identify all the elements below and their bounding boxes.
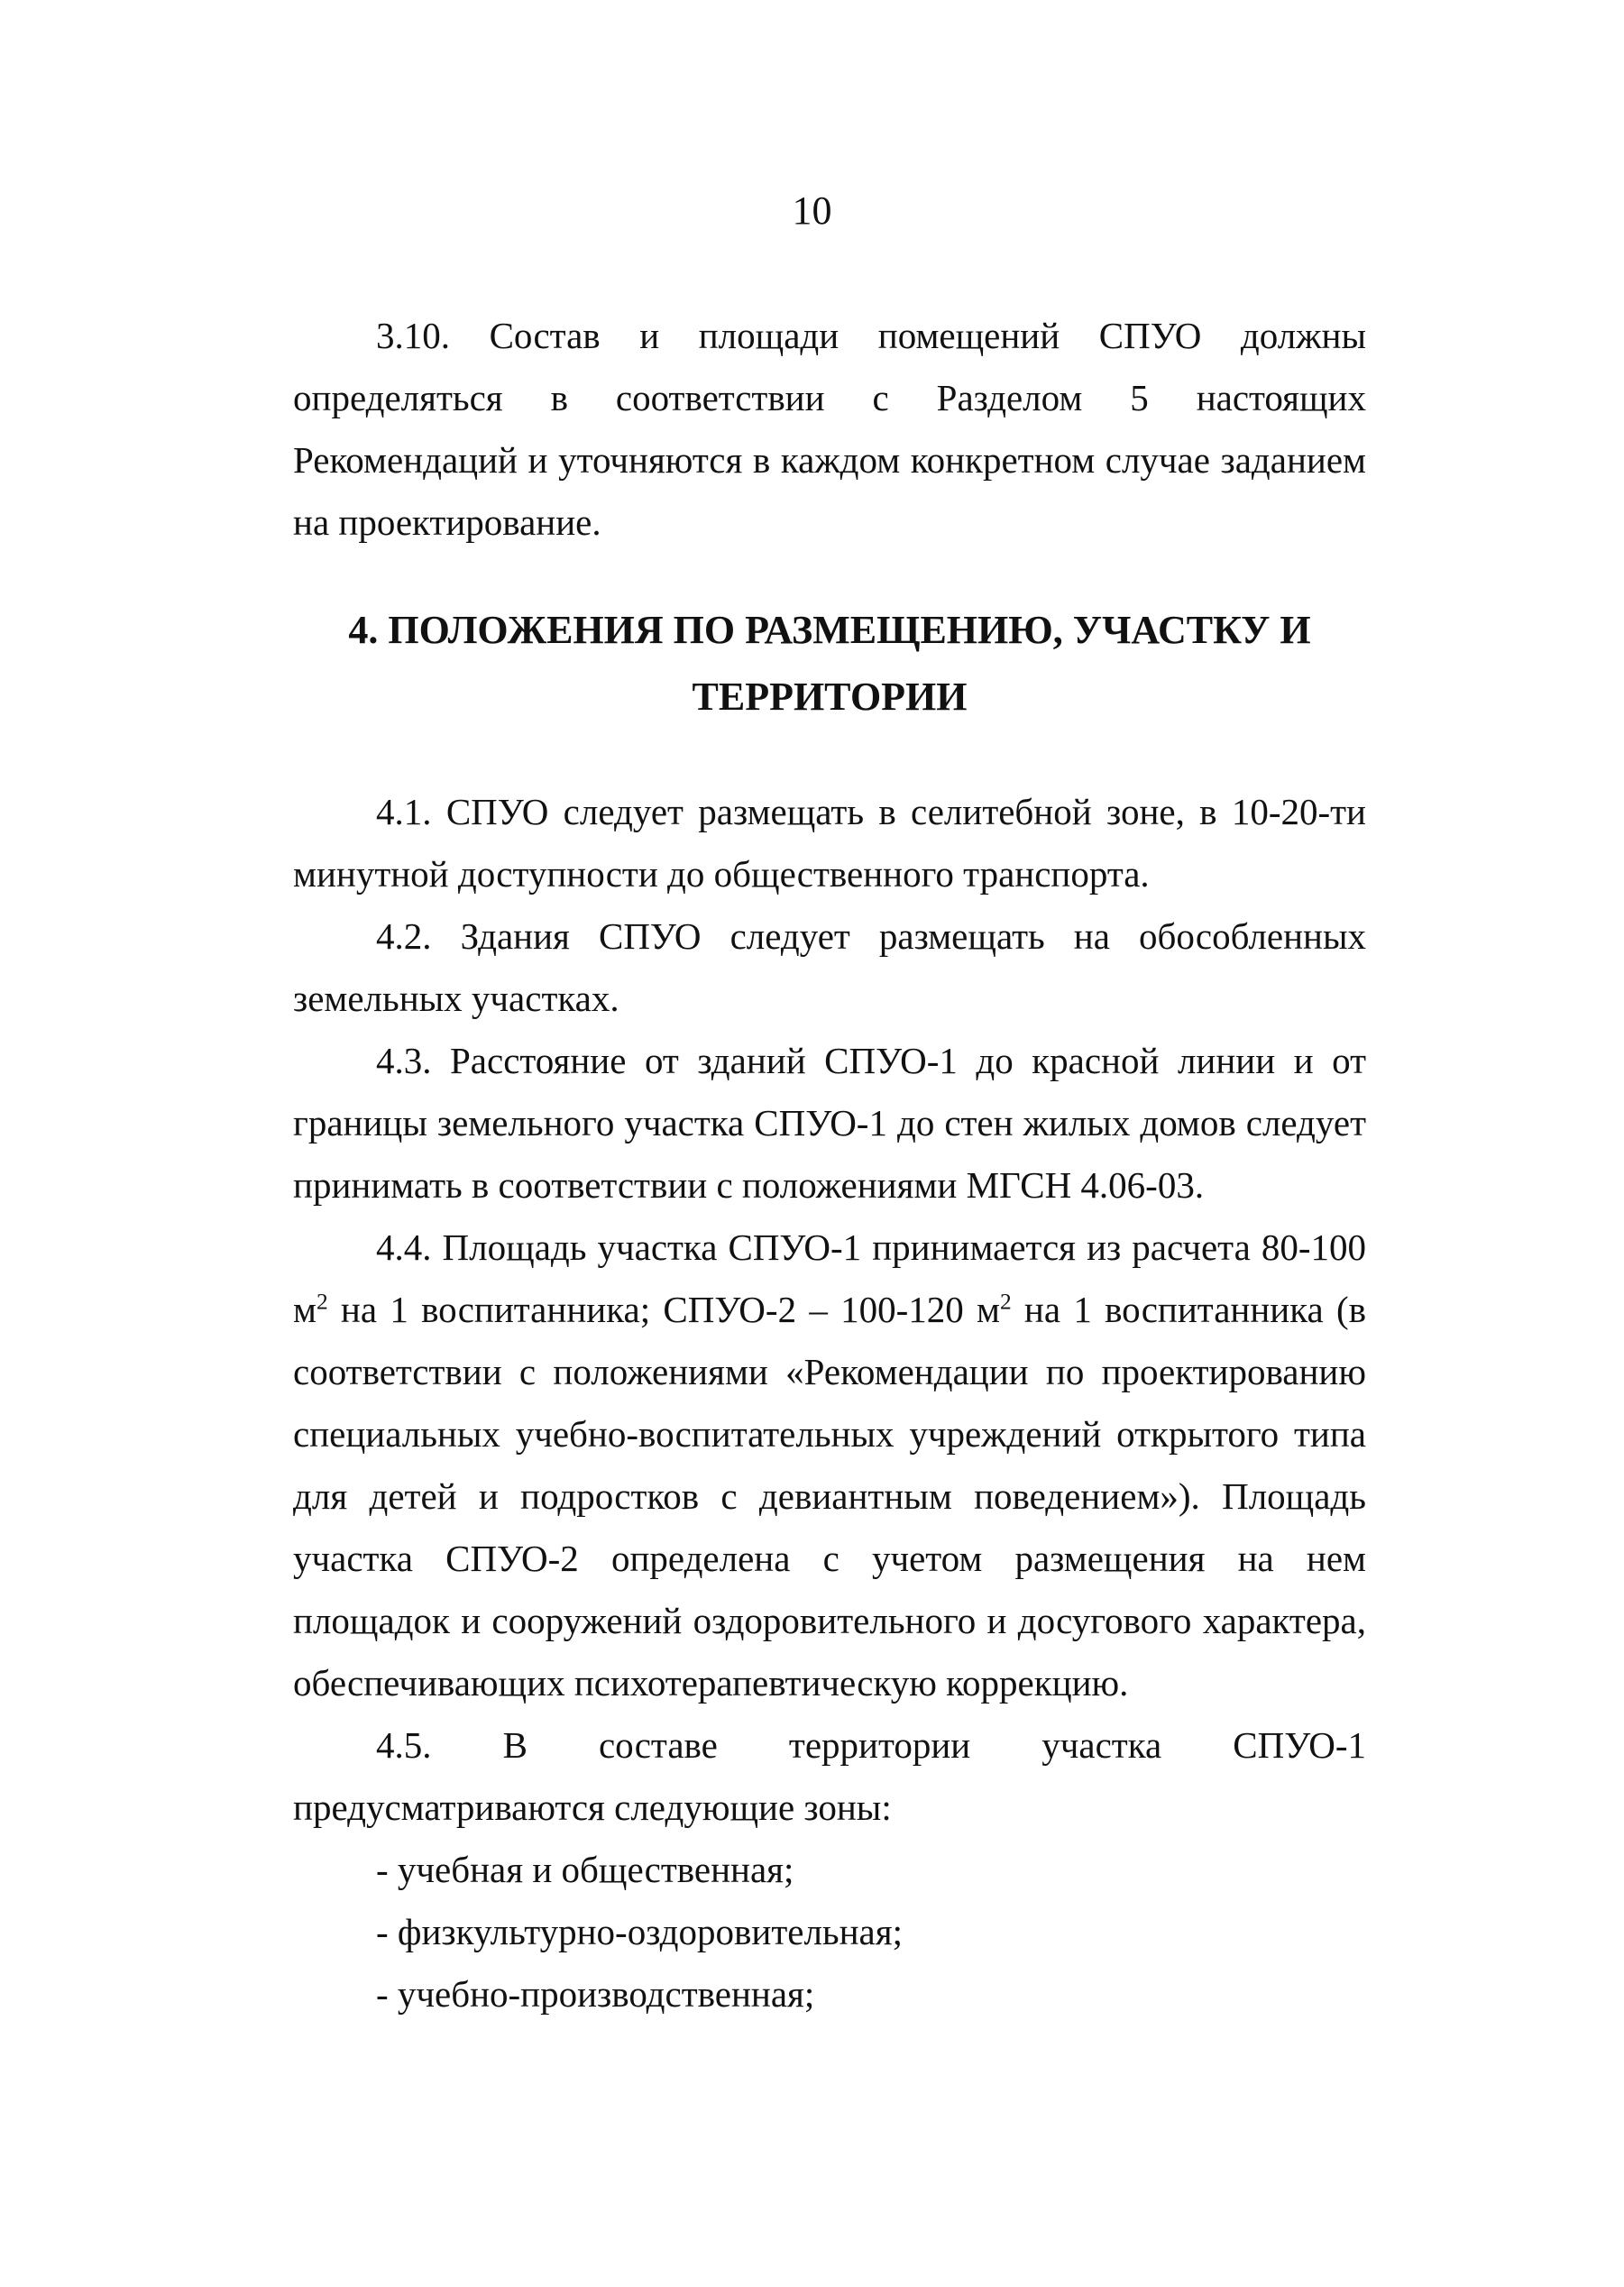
superscript-2: 2 xyxy=(316,1289,328,1315)
section-heading xyxy=(293,597,1366,730)
paragraph-4-4-part1: 4.4. Площадь участка СПУО-1 принимается из расчета 80-100 м xyxy=(293,1226,1366,1330)
page-number: 10 xyxy=(792,188,832,233)
section-heading-line2: ТЕРРИТОРИИ xyxy=(692,675,968,719)
section-body xyxy=(293,781,1366,2025)
paragraph-4-4 xyxy=(293,1217,1366,1714)
paragraph-4-5: 4.5. В составе территории участка СПУО-1 предусматриваются следующие зоны: xyxy=(293,1724,1366,1828)
list-item: - учебно-производственная; xyxy=(376,1973,815,2015)
paragraph-4-3: 4.3. Расстояние от зданий СПУО-1 до красной линии и от границы земельного участка СПУО-1 до стен жилых домов следует принимать в соответствии с положениями МГСН 4.06-03. xyxy=(293,1040,1366,1206)
paragraph-3-10-block xyxy=(293,305,1366,554)
paragraph-4-4-part3: на 1 воспитанника (в соответствии с положениями «Рекомендации по проектированию специальных учебно-воспитательных учреждений открытого типа для детей и подростков с девиантным поведением»). Площадь участка СПУО-2 определена с учетом размещения на нем площадок и сооружений оздоровительного и досугового характера, обеспечивающих психотерапевтическую коррекцию. xyxy=(293,1289,1366,1704)
paragraph-4-4-part2: на 1 воспитанника; СПУО-2 – 100-120 м xyxy=(327,1289,1000,1330)
list-item: - физкультурно-оздоровительная; xyxy=(376,1911,903,1952)
list-item: - учебная и общественная; xyxy=(376,1849,794,1890)
paragraph-4-2: 4.2. Здания СПУО следует размещать на обособленных земельных участках. xyxy=(293,915,1366,1019)
paragraph-3-10: 3.10. Состав и площади помещений СПУО должны определяться в соответствии с Разделом 5 настоящих Рекомендаций и уточняются в каждом конкретном случае заданием на проектирование. xyxy=(293,315,1366,543)
superscript-2: 2 xyxy=(999,1289,1012,1315)
section-heading-line1: 4. ПОЛОЖЕНИЯ ПО РАЗМЕЩЕНИЮ, УЧАСТКУ И xyxy=(348,608,1311,652)
paragraph-4-1: 4.1. СПУО следует размещать в селитебной зоне, в 10-20-ти минутной доступности до общественного транспорта. xyxy=(293,791,1366,895)
